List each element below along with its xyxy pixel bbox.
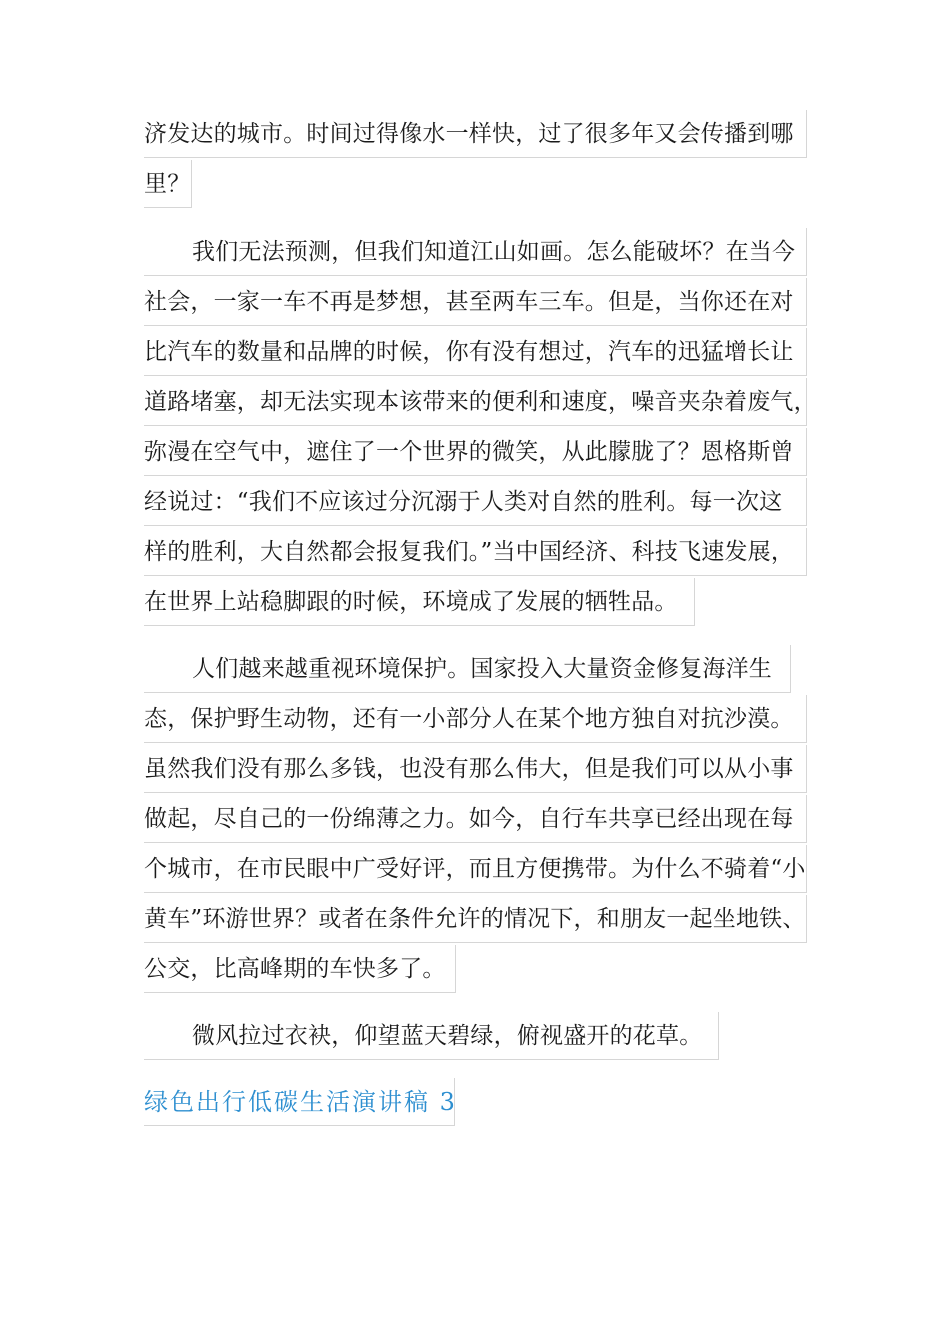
text-line: 个城市，在市民眼中广受好评，而且方便携带。为什么不骑着“小	[144, 845, 807, 893]
text-line: 虽然我们没有那么多钱，也没有那么伟大，但是我们可以从小事	[144, 745, 807, 793]
text-line: 公交，比高峰期的车快多了。	[144, 945, 456, 993]
text-line: 做起，尽自己的一份绵薄之力。如今，自行车共享已经出现在每	[144, 795, 807, 843]
text-line: 弥漫在空气中，遮住了一个世界的微笑，从此朦胧了？恩格斯曾	[144, 428, 807, 476]
text-line: 道路堵塞，却无法实现本该带来的便利和速度，噪音夹杂着废气，	[144, 378, 807, 426]
section-heading: 绿色出行低碳生活演讲稿 3	[144, 1078, 455, 1126]
text-line: 经说过：“我们不应该过分沉溺于人类对自然的胜利。每一次这	[144, 478, 807, 526]
text-line: 人们越来越重视环境保护。国家投入大量资金修复海洋生	[144, 645, 791, 693]
text-line: 里？	[144, 160, 192, 208]
text-line: 微风拉过衣袂，仰望蓝天碧绿，俯视盛开的花草。	[144, 1012, 719, 1060]
text-line: 在世界上站稳脚跟的时候，环境成了发展的牺牲品。	[144, 578, 695, 626]
text-line: 社会，一家一车不再是梦想，甚至两车三车。但是，当你还在对	[144, 278, 807, 326]
text-line: 我们无法预测，但我们知道江山如画。怎么能破坏？在当今	[144, 228, 807, 276]
text-line: 比汽车的数量和品牌的时候，你有没有想过，汽车的迅猛增长让	[144, 328, 807, 376]
text-line: 态，保护野生动物，还有一小部分人在某个地方独自对抗沙漠。	[144, 695, 807, 743]
text-line: 济发达的城市。时间过得像水一样快，过了很多年又会传播到哪	[144, 110, 807, 158]
text-line: 样的胜利，大自然都会报复我们。”当中国经济、科技飞速发展，	[144, 528, 807, 576]
text-line: 黄车”环游世界？或者在条件允许的情况下，和朋友一起坐地铁、	[144, 895, 807, 943]
